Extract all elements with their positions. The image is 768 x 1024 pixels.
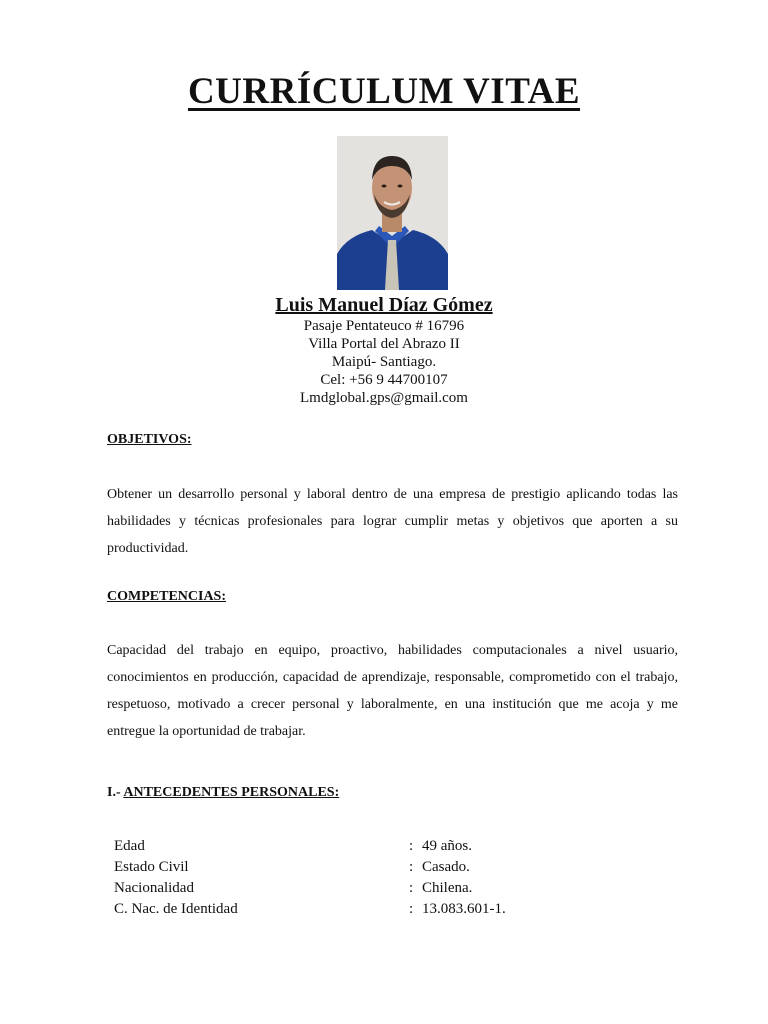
table-row [114, 836, 674, 857]
detail-separator: : [409, 838, 414, 854]
detail-label: C. Nac. de Identidad [114, 901, 238, 917]
detail-label: Estado Civil [114, 859, 189, 875]
antecedentes-heading [107, 785, 339, 801]
profile-photo [337, 136, 448, 290]
objetivos-heading: OBJETIVOS: [107, 432, 192, 447]
detail-separator: : [409, 880, 414, 896]
detail-label: Nacionalidad [114, 880, 194, 896]
detail-separator: : [409, 901, 414, 917]
portrait-illustration [337, 136, 448, 290]
detail-separator: : [409, 859, 414, 875]
table-row [114, 857, 674, 878]
document-title: CURRÍCULUM VITAE [187, 71, 581, 112]
address-line-1: Pasaje Pentateuco # 16796 [303, 318, 465, 334]
detail-value: 49 años. [422, 838, 472, 854]
city: Maipú- Santiago. [331, 354, 437, 370]
detail-value: Casado. [422, 859, 470, 875]
detail-label: Edad [114, 838, 145, 854]
objetivos-text: Obtener un desarrollo personal y laboral dentro de una empresa de prestigio aplicando todas las habilidades y técnicas profesionales para lograr cumplir metas y objetivos que aporten a su productividad. [107, 487, 678, 556]
contact-block [0, 293, 768, 407]
table-row [114, 878, 674, 899]
address-line-2: Villa Portal del Abrazo II [308, 336, 460, 352]
antecedentes-title: ANTECEDENTES PERSONALES: [123, 785, 340, 800]
detail-value: Chilena. [422, 880, 473, 896]
personal-details-table [114, 836, 674, 920]
competencias-heading: COMPETENCIAS: [107, 589, 227, 604]
candidate-name: Luis Manuel Díaz Gómez [275, 294, 493, 316]
section-number: I.- [107, 785, 124, 800]
detail-value: 13.083.601-1. [422, 901, 506, 917]
phone: Cel: +56 9 44700107 [320, 372, 448, 388]
competencias-text: Capacidad del trabajo en equipo, proactivo, habilidades computacionales a nivel usuario, conocimientos en producción, capacidad de aprendizaje, responsable, comprometido con el trabajo, respetuoso, motivado a crecer personal y laboralmente, en una institución que me acoja y me entregue la oportunidad de trabajar. [107, 643, 678, 739]
email: Lmdglobal.gps@gmail.com [300, 390, 468, 406]
table-row [114, 899, 674, 920]
